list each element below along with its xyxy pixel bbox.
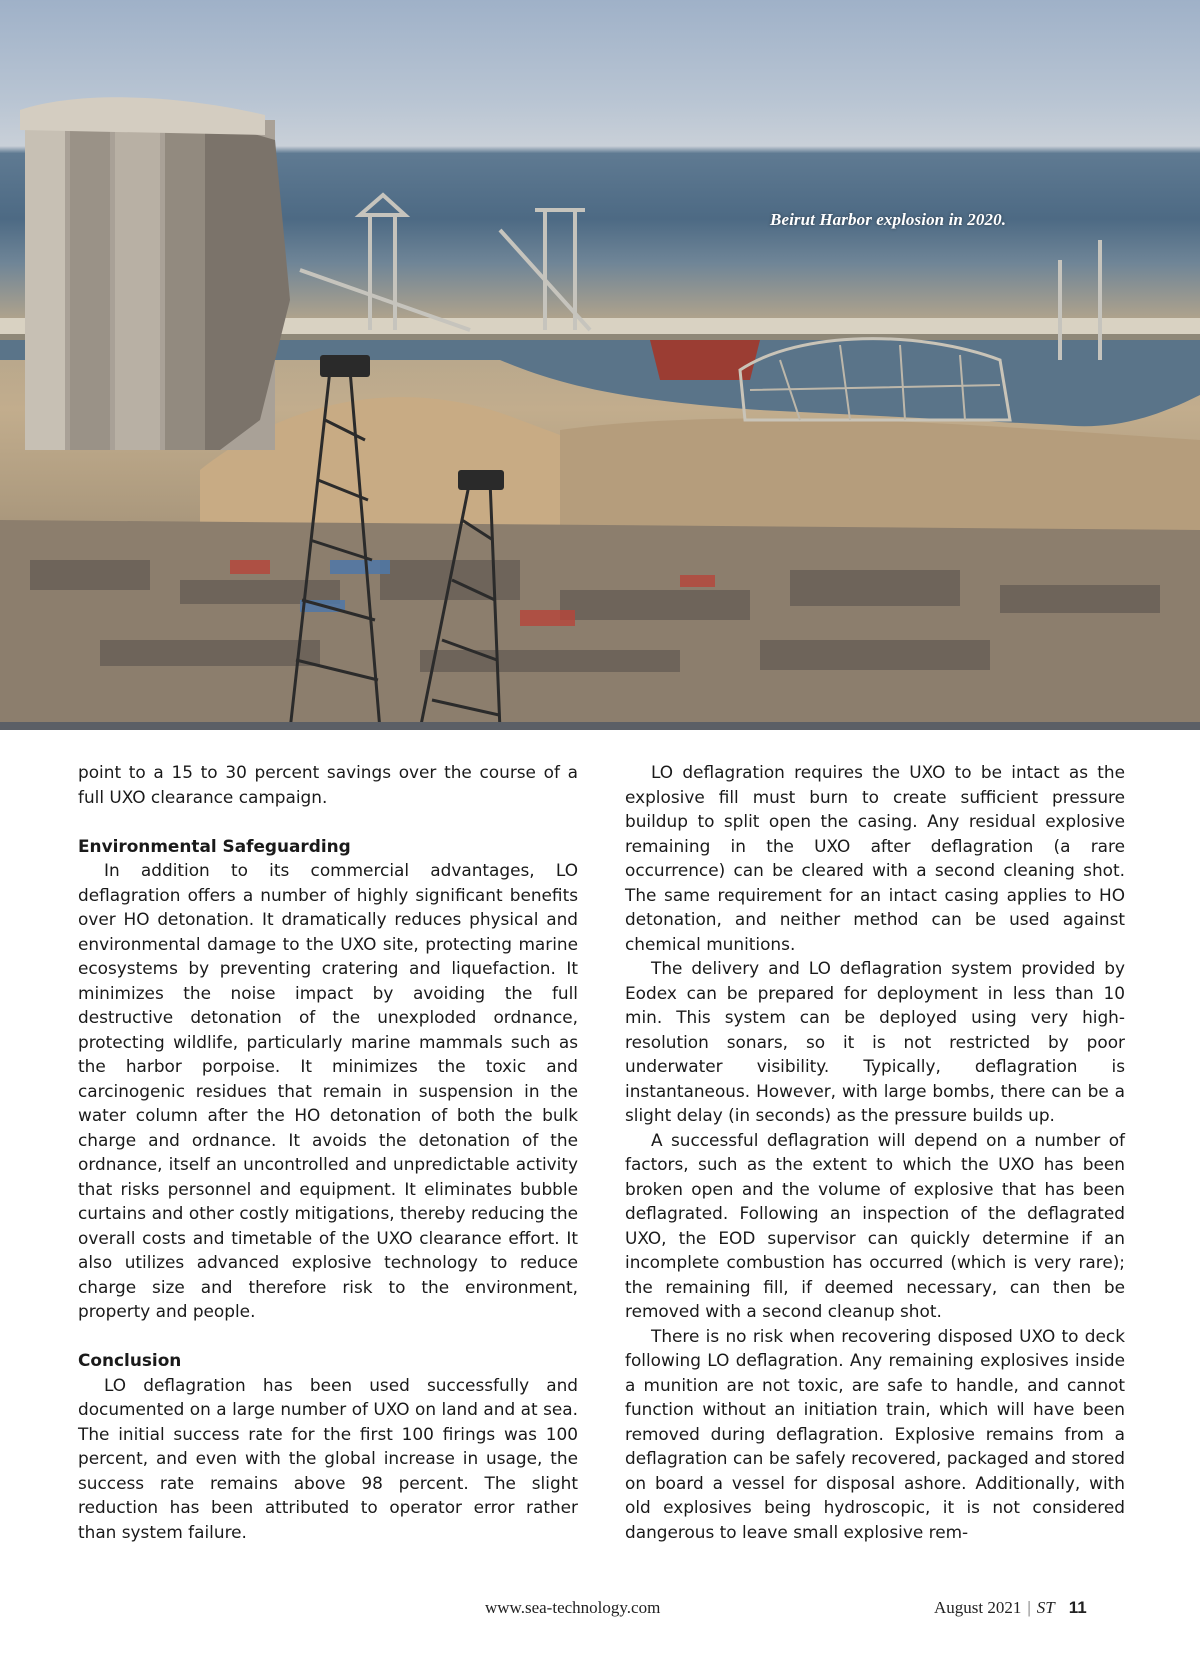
paragraph: point to a 15 to 30 percent savings over the course of a full UXO clearance campaign. [78, 762, 578, 807]
paragraph: A successful deflagration will depend on a number of factors, such as the extent to which the UXO has been broken open and the volume of explosive that has been deflagrated. Following an inspection of the deflagrated UXO, the EOD supervisor can quickly determine if an incomplete combustion has occurred (which is very rare); the remaining fill, if deemed necessary, can then be removed with a second cleanup shot. [625, 1129, 1125, 1321]
section-heading: Conclusion [78, 1350, 182, 1370]
floodlight-icon [320, 355, 370, 377]
issue-date: August 2021 [934, 1598, 1022, 1617]
page-number: 11 [1068, 1598, 1087, 1617]
magazine-abbrev: ST [1036, 1598, 1055, 1617]
paragraph: The delivery and LO deflagration system provided by Eodex can be prepared for deployment in less than 10 min. This system can be deployed using very high-resolution sonars, so it is not restricted by poor underwater visibility. Typically, deflagration is instantaneous. However, with large bombs, there can be a slight delay (in seconds) as the pressure builds up. [625, 958, 1125, 1125]
paragraph: There is no risk when recovering disposed UXO to deck following LO deflagration. Any remaining explosives inside a munition are not toxic, are safe to handle, and cannot function without an initiation train, which will have been removed during deflagration. Explosive remains from a deflagration can be safely recovered, packaged and stored on board a vessel for disposal ashore. Additionally, with old explosives being hydroscopic, it is not considered dangerous to leave small explosive rem- [625, 1325, 1125, 1542]
section-heading: Environmental Safeguarding [78, 835, 351, 856]
paragraph: LO deflagration has been used successfully and documented on a large number of UXO on land and at sea. The initial success rate for the first 100 firings was 100 percent, and even with the global increase in usage, the success rate remains above 98 percent. The slight reduction has been attributed to operator error rather than system failure. [78, 1374, 578, 1542]
paragraph: LO deflagration requires the UXO to be intact as the explosive fill must burn to create sufficient pressure buildup to split open the casing. Any residual explosive remaining in the UXO after deflagration (a rare occurrence) can be cleared with a second cleaning shot. The same requirement for an intact casing applies to HO detonation, and neither method can be used against chemical munitions. [625, 762, 1125, 954]
grain-silo [20, 97, 290, 450]
rubble-field [0, 520, 1200, 730]
footer-url[interactable]: www.sea-technology.com [485, 1598, 661, 1617]
page-footer [0, 1598, 1200, 1622]
ship-hull [650, 340, 760, 380]
harbor-photo [0, 0, 1200, 730]
paragraph: In addition to its commercial advantages, LO deflagration offers a number of highly significant benefits over HO detonation. It dramatically reduces physical and environmental damage to the UXO site, protecting marine ecosystems by preventing cratering and liquefaction. It minimizes the noise impact by avoiding the full destructive detonation of the unexploded ordnance, protecting wildlife, particularly marine mammals such as the harbor porpoise. It minimizes the toxic and carcinogenic residues that remain in suspension in the water column after the HO detonation of both the bulk charge and ordnance. It avoids the detonation of the ordnance, itself an uncontrolled and unpredictable activity that risks personnel and equipment. It eliminates bubble curtains and other costly mitigations, thereby reducing the overall costs and timetable of the UXO clearance effort. It also utilizes advanced explosive technology to reduce charge size and therefore risk to the environment, property and people. [78, 860, 578, 1321]
harbor-illustration [0, 0, 1200, 730]
right-column [625, 760, 1125, 1544]
footer-issue [934, 1598, 1087, 1618]
floodlight-icon [458, 470, 504, 490]
left-column [78, 760, 578, 1544]
photo-caption: Beirut Harbor explosion in 2020. [770, 210, 1007, 229]
footer-separator: | [1027, 1598, 1031, 1617]
